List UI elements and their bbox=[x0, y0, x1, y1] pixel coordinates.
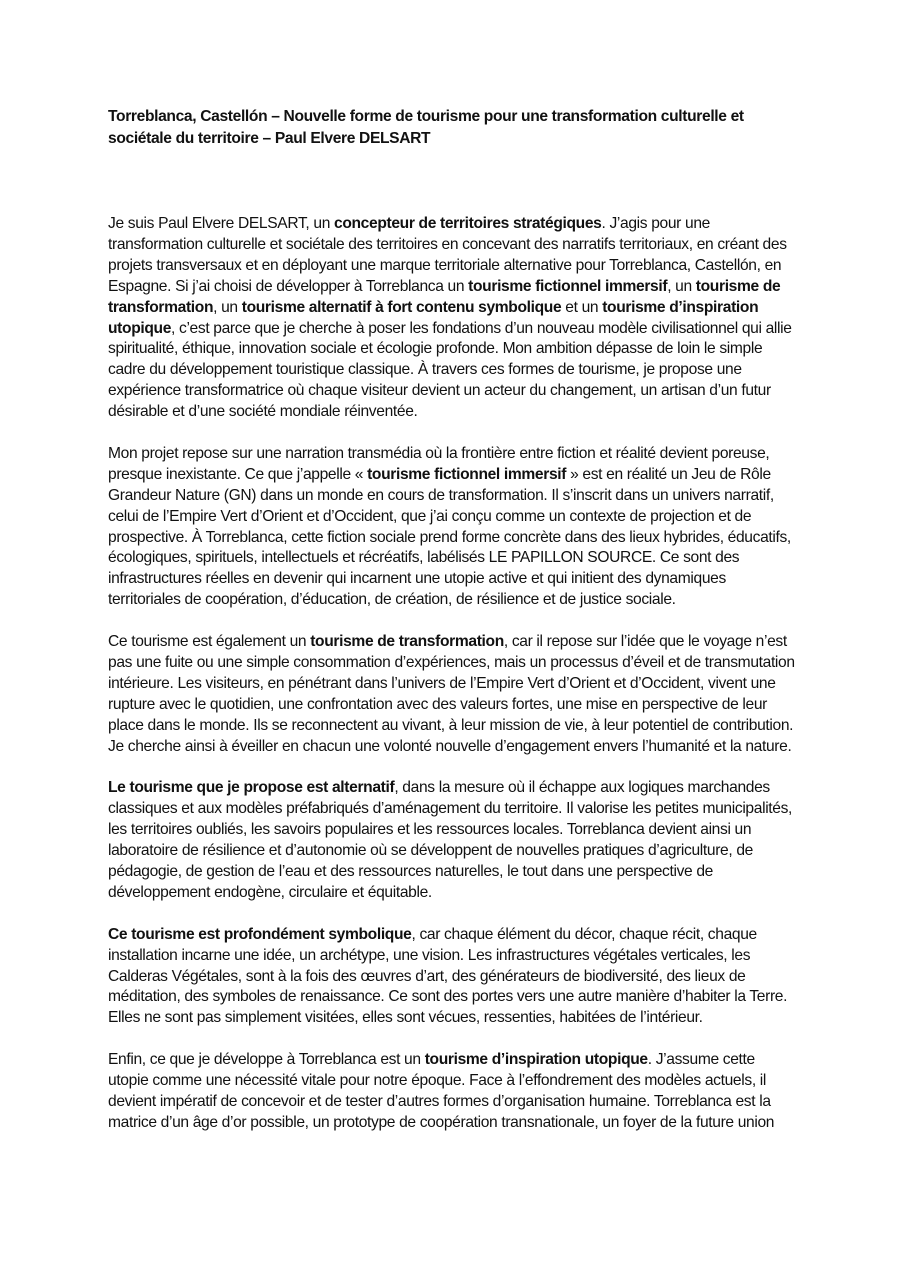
bold-segment: Ce tourisme est profondément symbolique bbox=[108, 925, 412, 943]
bold-segment: tourisme fictionnel immersif bbox=[468, 277, 668, 295]
text-segment: , c’est parce que je cherche à poser les fondations d’un nouveau modèle civilisationnel qui allie spiritualité, éthique, innovation sociale et écologie profonde. Mon ambition dépasse de loin le simple cadre du développement touristique classique. À travers ces formes de tourisme, je propose une expérience transformatrice où chaque visiteur devient un acteur du changement, un artisan d’un futur désirable et d’une société mondiale réinventée. bbox=[108, 319, 792, 421]
text-segment: Mon projet repose sur une narration transmédia où la frontière entre fiction et réalité devient poreuse, presque inexistante. Ce que j’appelle « bbox=[108, 444, 770, 483]
text-segment: , car chaque élément du décor, chaque récit, chaque installation incarne une idée, un archétype, une vision. Les infrastructures végétales verticales, les Calderas Végétales, sont à la fois des œuvres d’art, des générateurs de biodiversité, des lieux de méditation, des symboles de renaissance. Ce sont des portes vers une autre manière d’habiter la Terre. Elles ne sont pas simplement visitées, elles sont vécues, ressenties, habitées de l’intérieur. bbox=[108, 925, 788, 1027]
text-segment: , dans la mesure où il échappe aux logiques marchandes classiques et aux modèles préfabriqués d’aménagement du territoire. Il valorise les petites municipalités, les territoires oubliés, les savoirs populaires et les ressources locales. Torreblanca devient ainsi un laboratoire de résilience et d’autonomie où se développent de nouvelles pratiques d’agriculture, de pédagogie, de gestion de l’eau et des ressources naturelles, le tout dans une perspective de développement endogène, circulaire et équitable. bbox=[108, 779, 793, 901]
paragraph-utopian bbox=[108, 1050, 798, 1134]
text-segment: , car il repose sur l’idée que le voyage n’est pas une fuite ou une simple consommation d’expériences, mais un processus d’éveil et de transmutation intérieure. Les visiteurs, en pénétrant dans l’univers de l’Empire Vert d’Orient et d’Occident, vivent une rupture avec le quotidien, une confrontation avec des valeurs fortes, une mise en perspective de leur place dans le monde. Ils se reconnectent au vivant, à leur mission de vie, à leur potentiel de contribution. Je cherche ainsi à éveiller en chacun une volonté nouvelle d’engagement envers l’humanité et la nature. bbox=[108, 633, 795, 755]
text-segment: , un bbox=[213, 298, 242, 316]
document-title: Torreblanca, Castellón – Nouvelle forme de tourisme pour une transformation culturelle et sociétale du territoire – Paul Elvere DELSART bbox=[108, 108, 744, 147]
paragraph-alternative bbox=[108, 778, 798, 903]
bold-segment: tourisme d’inspiration utopique bbox=[108, 298, 759, 337]
text-segment: . J’agis pour une transformation culturelle et sociétale des territoires en concevant des narratifs territoriaux, en créant des projets transversaux et en déployant une marque territoriale alternative pour Torreblanca, Castellón, en Espagne. Si j’ai choisi de développer à Torreblanca un bbox=[108, 215, 787, 295]
text-segment: , un bbox=[667, 277, 696, 295]
text-segment: Enfin, ce que je développe à Torreblanca est un bbox=[108, 1051, 425, 1069]
paragraph-narration bbox=[108, 444, 798, 611]
text-segment: » est en réalité un Jeu de Rôle Grandeur Nature (GN) dans un monde en cours de transformation. Il s’inscrit dans un univers narratif, celui de l’Empire Vert d’Orient et d’Occident, que j’ai conçu comme un contexte de projection et de prospective. À Torreblanca, cette fiction sociale prend forme concrète dans des lieux hybrides, éducatifs, écologiques, spirituels, intellectuels et récréatifs, labélisés LE PAPILLON SOURCE. Ce sont des infrastructures réelles en devenir qui incarnent une utopie active et qui initient des dynamiques territoriales de coopération, d’éducation, de création, de résilience et de justice sociale. bbox=[108, 465, 791, 609]
paragraph-intro bbox=[108, 214, 798, 423]
text-segment: Je suis Paul Elvere DELSART, un bbox=[108, 215, 334, 232]
document-page bbox=[108, 106, 798, 1155]
bold-segment: tourisme de transformation bbox=[108, 277, 781, 316]
paragraph-transformation bbox=[108, 632, 798, 757]
bold-segment: tourisme d’inspiration utopique bbox=[424, 1051, 648, 1069]
bold-segment: concepteur de territoires stratégiques bbox=[334, 215, 602, 232]
text-segment: Ce tourisme est également un bbox=[108, 633, 311, 651]
text-segment: . J’assume cette utopie comme une nécessité vitale pour notre époque. Face à l’effondrement des modèles actuels, il devient impératif de concevoir et de tester d’autres formes d’organisation humaine. Torreblanca est la matrice d’un âge d’or possible, un prototype de coopération transnationale, un foyer de la future union bbox=[108, 1051, 775, 1131]
bold-segment: tourisme alternatif à fort contenu symbolique bbox=[241, 298, 562, 316]
text-segment: et un bbox=[561, 298, 603, 316]
bold-segment: tourisme fictionnel immersif bbox=[367, 465, 567, 483]
paragraph-symbolic bbox=[108, 925, 798, 1030]
bold-segment: Le tourisme que je propose est alternatif bbox=[108, 779, 395, 797]
bold-segment: tourisme de transformation bbox=[310, 633, 504, 651]
